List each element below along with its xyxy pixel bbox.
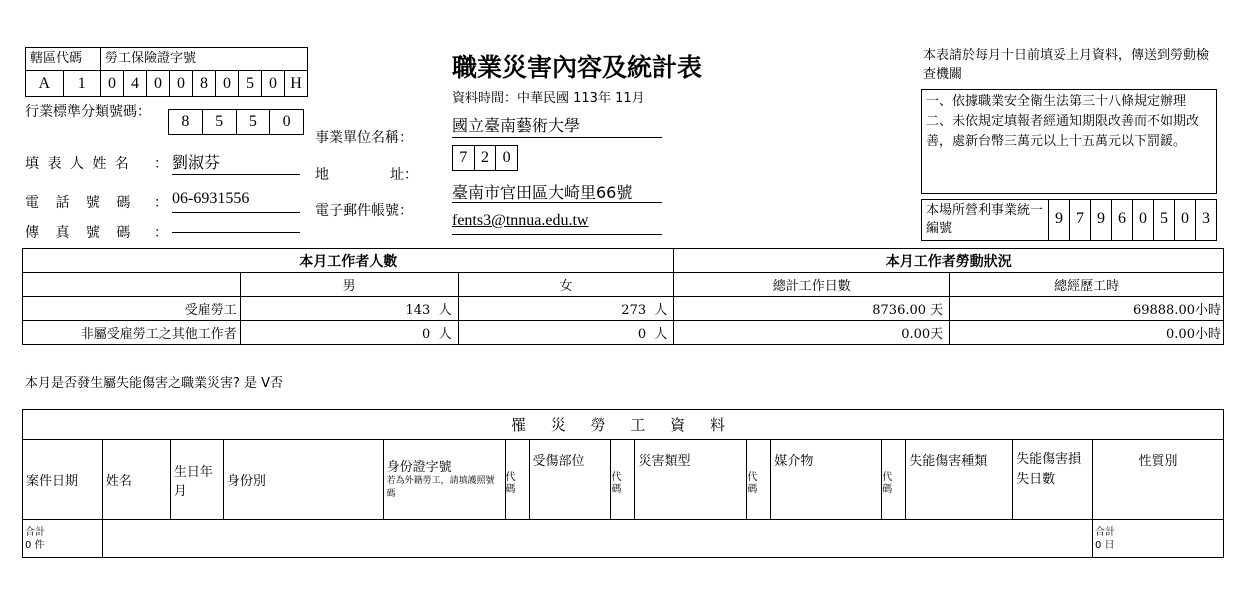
code-label: 代碼 <box>747 471 758 495</box>
biz-id-digits <box>1049 200 1216 240</box>
fax-colon: ： <box>154 225 168 241</box>
biz-id-digit: 5 <box>1154 200 1175 240</box>
code-label: 代碼 <box>611 471 622 495</box>
phone-value: 06-6931556 <box>172 190 300 213</box>
fax-label: 傳 真 號 碼 <box>25 225 137 241</box>
biz-id-digit: 9 <box>1049 200 1070 240</box>
insurance-digit: 0 <box>147 71 170 97</box>
district-digit: 1 <box>77 75 86 92</box>
insurance-digit: 0 <box>101 71 124 97</box>
insurance-digit: 0 <box>170 71 193 97</box>
postal-digit: 2 <box>475 146 497 170</box>
unit-name-label: 事業單位名稱： <box>315 130 413 146</box>
day-unit: 天 <box>930 327 944 342</box>
male-header: 男 <box>240 273 458 297</box>
unit: 人 <box>654 327 668 342</box>
code-label: 代碼 <box>882 471 893 495</box>
industry-label: 行業標準分類號碼： <box>25 104 151 120</box>
insurance-digit: 4 <box>124 71 147 97</box>
header-id-no: 身份證字號 <box>386 460 452 475</box>
days-cell <box>674 321 950 345</box>
insurance-digit: 8 <box>193 71 216 97</box>
address-label-a: 地 <box>315 167 329 183</box>
industry-digit: 0 <box>282 113 291 130</box>
hour-unit: 小時 <box>1194 327 1221 342</box>
header-name: 姓名 <box>102 440 170 520</box>
days-cell <box>674 297 950 321</box>
insurance-digit: 0 <box>216 71 239 97</box>
address-value: 臺南市官田區大崎里66號 <box>452 180 662 203</box>
email-label: 電子郵件帳號： <box>315 203 413 219</box>
biz-id-box <box>921 199 1217 241</box>
postal-digit: 0 <box>502 149 511 166</box>
insurance-code-label: 勞工保險證字號 <box>101 48 307 71</box>
header-date: 案件日期 <box>23 440 103 520</box>
postal-code-digits <box>452 145 518 171</box>
industry-digit: 8 <box>169 110 203 134</box>
biz-id-digit: 9 <box>1091 200 1112 240</box>
biz-id-digit: 7 <box>1070 200 1091 240</box>
days-header: 總計工作日數 <box>674 273 950 297</box>
header-nature: 性質別 <box>1093 440 1224 520</box>
notice-top: 本表請於每月十日前填妥上月資料，傳送到勞動檢查機關 <box>923 48 1210 82</box>
hours-cell <box>950 297 1224 321</box>
workers-title: 本月工作者人數 <box>23 249 674 273</box>
district-digit: A <box>26 71 64 97</box>
address-label-b: 址： <box>390 167 418 183</box>
biz-id-digit: 0 <box>1175 200 1196 240</box>
unit: 人 <box>654 303 668 318</box>
hours-header: 總經歷工時 <box>950 273 1224 297</box>
industry-code-digits <box>168 109 304 135</box>
header-medium: 媒介物 <box>771 440 882 520</box>
form-title: 職業災害內容及統計表 <box>452 53 703 82</box>
male-count: 143 <box>405 303 431 318</box>
biz-id-digit: 0 <box>1133 200 1154 240</box>
disability-question: 本月是否發生屬失能傷害之職業災害? 是 V否 <box>25 376 284 391</box>
unit-name-value: 國立臺南藝術大學 <box>452 113 662 138</box>
header-identity: 身份別 <box>223 440 383 520</box>
email-value: fents3@tnnua.edu.tw <box>452 212 662 235</box>
phone-label: 電 話 號 碼 <box>25 195 137 211</box>
workers-table <box>22 248 1224 345</box>
biz-id-label: 本場所營利事業統一編號 <box>922 200 1049 240</box>
district-code-digits <box>26 71 100 97</box>
header-code <box>747 440 771 520</box>
female-count: 273 <box>621 303 647 318</box>
code-label: 代碼 <box>505 471 516 495</box>
header-disaster-type: 災害類型 <box>635 440 747 520</box>
header-injury-part: 受傷部位 <box>529 440 611 520</box>
district-code-label: 轄區代碼 <box>26 48 100 71</box>
hours-value: 0.00 <box>1166 327 1195 342</box>
insurance-digit: H <box>290 75 302 92</box>
male-count-cell <box>240 297 458 321</box>
total-blank <box>102 520 1092 558</box>
row-label: 受雇勞工 <box>23 297 241 321</box>
header-lost-days: 失能傷害損失日數 <box>1013 440 1093 520</box>
hours-value: 69888.00 <box>1132 303 1195 318</box>
header-id-note: 若為外籍勞工，請填護照號碼 <box>386 476 495 499</box>
biz-id-digit: 3 <box>1202 210 1210 227</box>
day-unit: 天 <box>930 303 944 318</box>
industry-digit: 5 <box>203 110 237 134</box>
row-label: 非屬受雇勞工之其他工作者 <box>23 321 241 345</box>
header-id-no-cell <box>383 440 505 520</box>
header-code <box>505 440 529 520</box>
postal-digit: 7 <box>453 146 475 170</box>
header-disability-type: 失能傷害種類 <box>906 440 1013 520</box>
district-code-box <box>25 47 101 97</box>
table-row <box>23 297 1224 321</box>
notice-box: 一、依據職業安全衛生法第三十八條規定辦理 二、未依規定填報者經通知期限改善而不如期改善，處新台幣三萬元以上十五萬元以下罰鍰。 <box>921 89 1217 194</box>
table-row <box>23 520 1224 558</box>
fax-value <box>172 218 300 233</box>
table-row <box>23 321 1224 345</box>
victims-title: 罹 災 勞 工 資 料 <box>23 410 1224 440</box>
industry-digit: 5 <box>237 110 271 134</box>
filler-value: 劉淑芬 <box>172 150 300 175</box>
insurance-digit: 0 <box>262 71 285 97</box>
insurance-digit: 5 <box>239 71 262 97</box>
unit: 人 <box>438 303 452 318</box>
days-value: 0.00 <box>901 327 931 342</box>
victims-table <box>22 409 1224 558</box>
female-count: 0 <box>637 327 647 342</box>
insurance-code-box <box>100 47 308 97</box>
header-code <box>611 440 635 520</box>
labor-title: 本月工作者勞動狀況 <box>674 249 1224 273</box>
female-header: 女 <box>458 273 674 297</box>
unit: 人 <box>438 327 452 342</box>
phone-colon: ： <box>154 195 168 211</box>
male-count: 0 <box>422 327 431 342</box>
total-cases: 合計 0 件 <box>23 520 103 558</box>
female-count-cell <box>458 321 674 345</box>
blank-header-cell <box>23 273 241 297</box>
filler-colon: ： <box>154 156 168 172</box>
header-birth: 生日年月 <box>170 440 223 520</box>
header-code <box>882 440 906 520</box>
hours-cell <box>950 321 1224 345</box>
days-value: 8736.00 <box>872 303 927 318</box>
data-period: 資料時間：中華民國 113年 11月 <box>452 91 645 106</box>
insurance-code-digits <box>101 71 307 97</box>
biz-id-digit: 6 <box>1112 200 1133 240</box>
male-count-cell <box>240 321 458 345</box>
filler-label: 填 表 人 姓 名 <box>25 156 131 172</box>
hour-unit: 小時 <box>1194 303 1221 318</box>
total-days: 合計 0 日 <box>1093 520 1224 558</box>
female-count-cell <box>458 297 674 321</box>
